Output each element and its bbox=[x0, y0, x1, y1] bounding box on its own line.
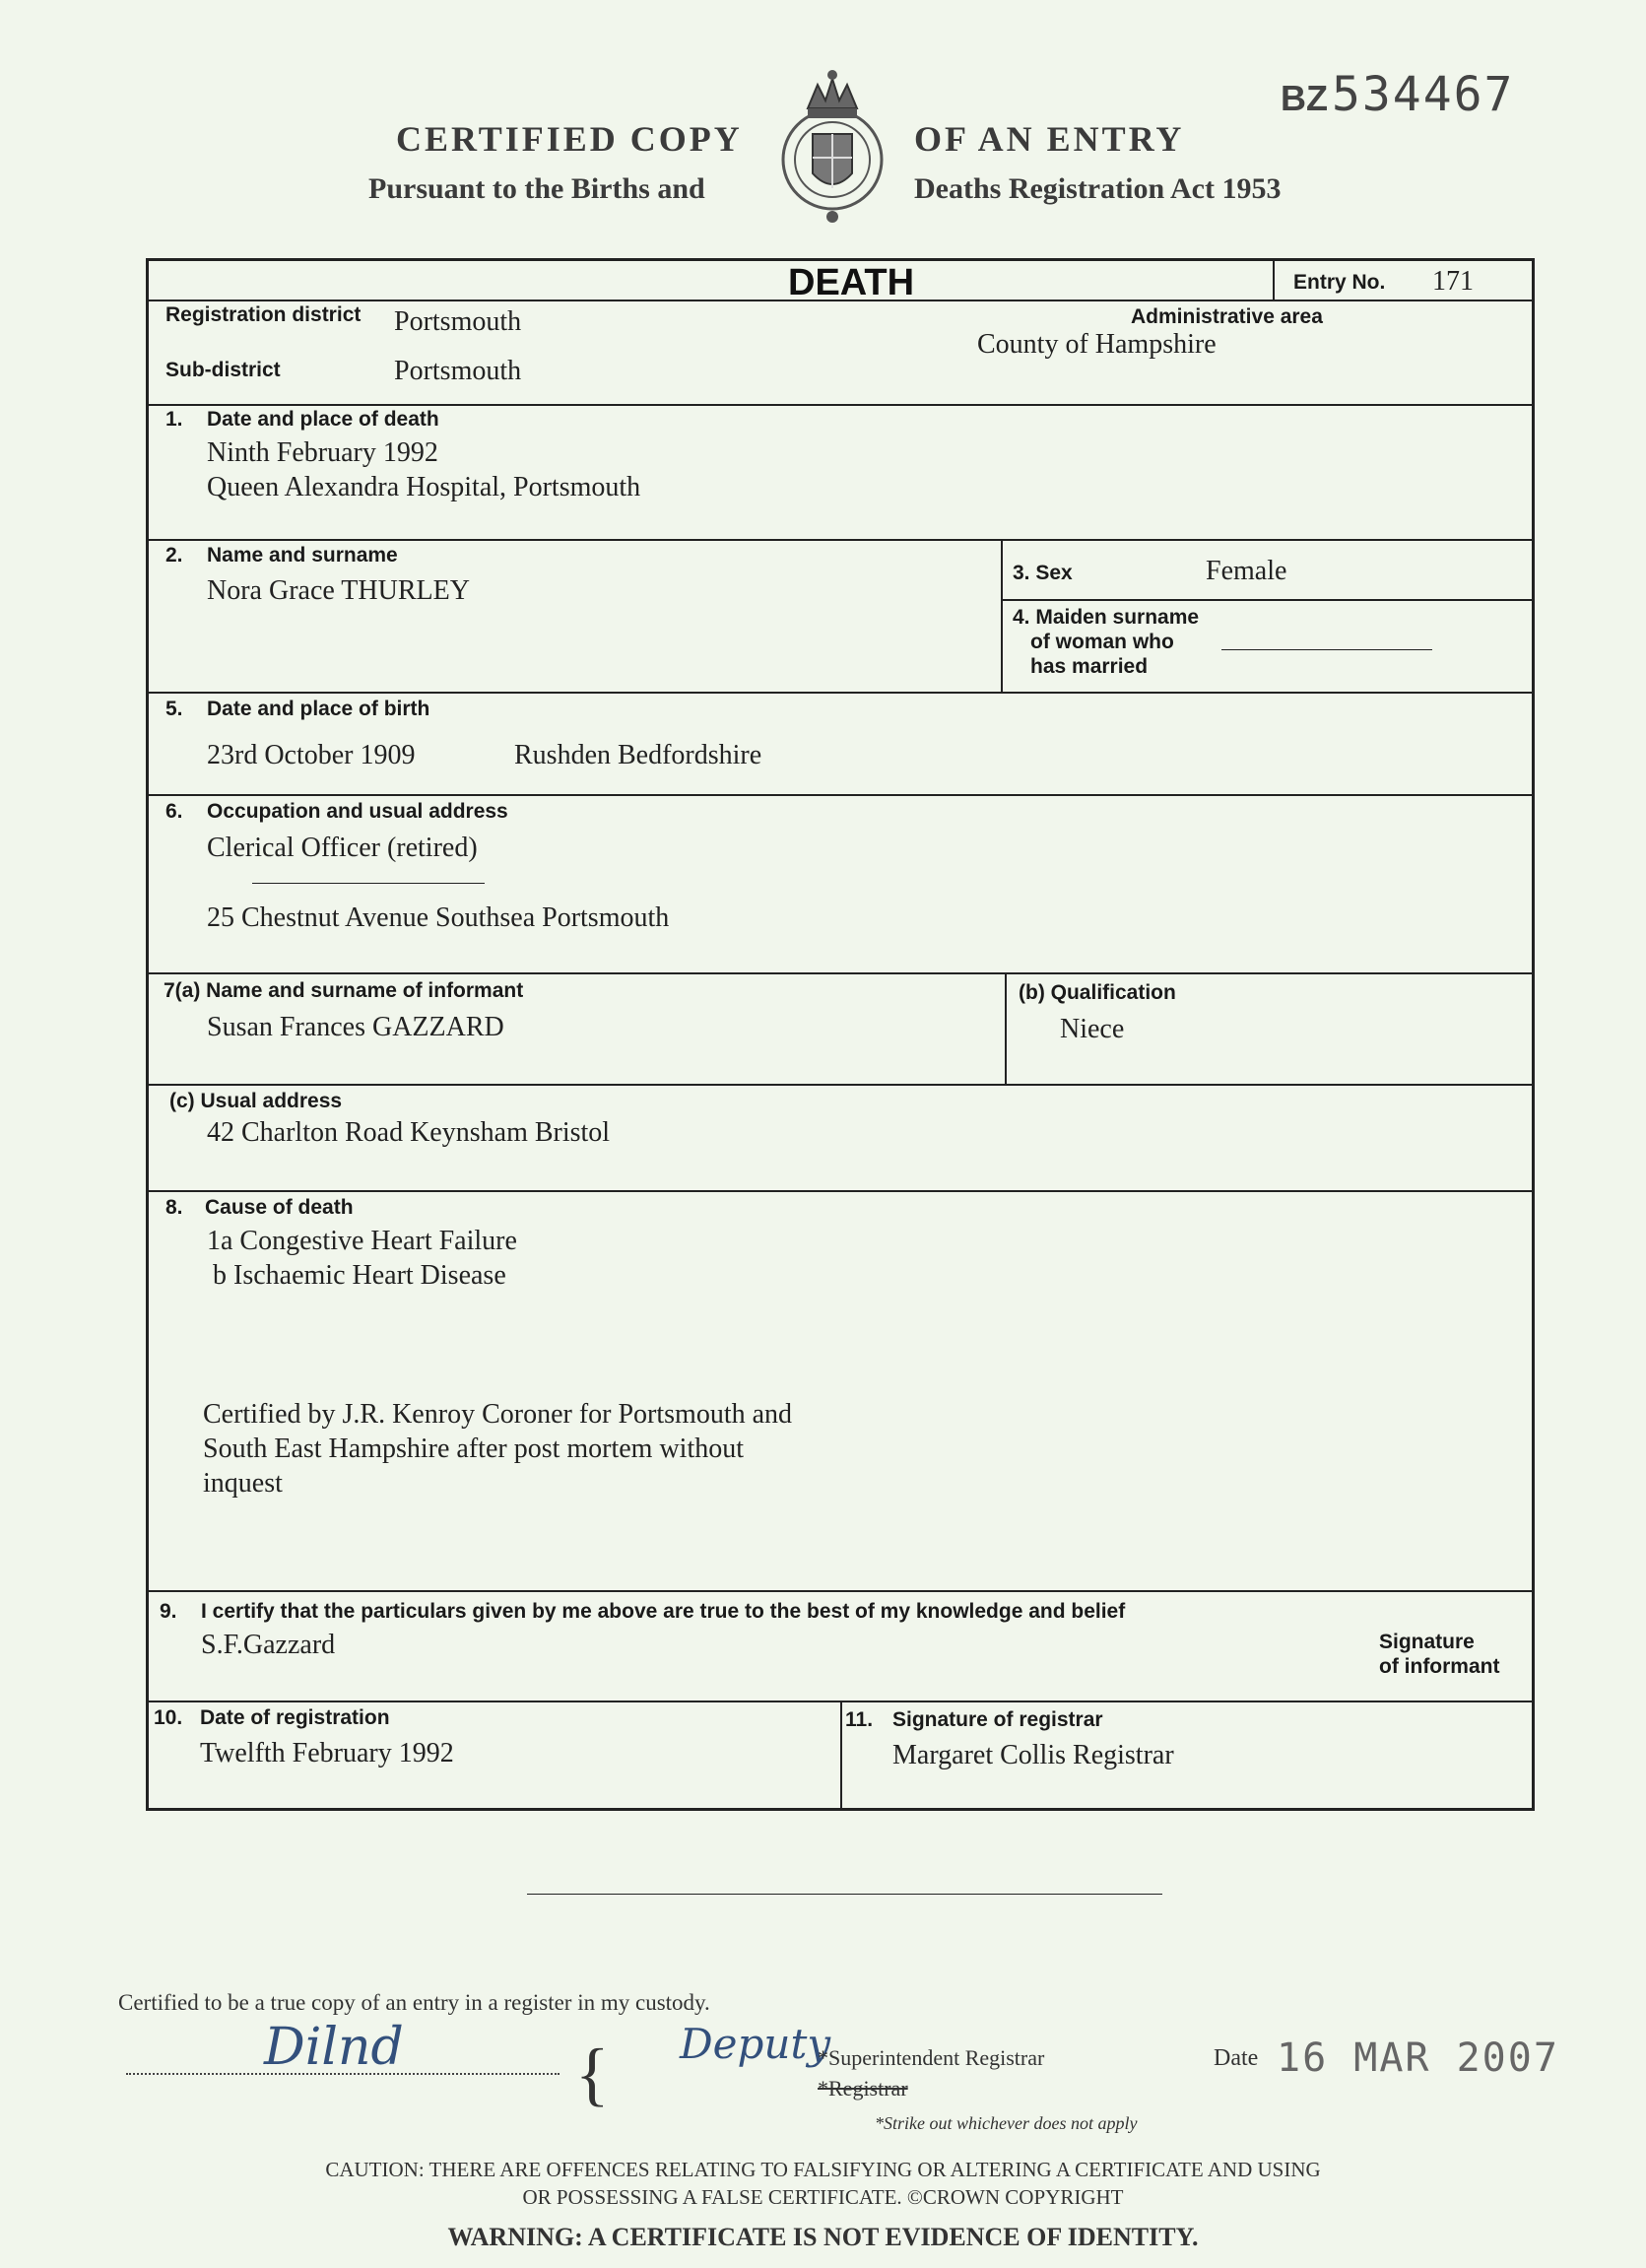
date-of-registration: Twelfth February 1992 bbox=[200, 1738, 454, 1768]
entry-no-label: Entry No. bbox=[1293, 271, 1386, 294]
administrative-area-value: County of Hampshire bbox=[977, 329, 1217, 360]
cause-of-death-1b: b Ischaemic Heart Disease bbox=[213, 1260, 506, 1291]
signature-of-informant-label-2: of informant bbox=[1379, 1655, 1500, 1678]
field-7b-label: (b) Qualification bbox=[1019, 981, 1176, 1004]
field-8-number: 8. bbox=[165, 1196, 183, 1219]
date-label: Date bbox=[1214, 2045, 1259, 2071]
field-6-label: Occupation and usual address bbox=[207, 800, 508, 823]
subtitle-right: Deaths Registration Act 1953 bbox=[914, 172, 1282, 205]
informant-signature: S.F.Gazzard bbox=[201, 1630, 336, 1660]
sex-value: Female bbox=[1206, 556, 1287, 586]
field-11-number: 11. bbox=[845, 1708, 874, 1731]
field-9-number: 9. bbox=[160, 1600, 177, 1623]
field-4-label-line2: of woman who bbox=[1030, 631, 1174, 653]
place-of-birth: Rushden Bedfordshire bbox=[514, 740, 762, 770]
field-11-label: Signature of registrar bbox=[892, 1708, 1103, 1731]
subtitle-left: Pursuant to the Births and bbox=[368, 172, 705, 205]
field-7c-label: (c) Usual address bbox=[169, 1090, 343, 1112]
registrar-signature: Margaret Collis Registrar bbox=[892, 1740, 1174, 1770]
caution-line-2: OR POSSESSING A FALSE CERTIFICATE. ©CROWN COPYRIGHT bbox=[522, 2185, 1124, 2209]
field-6-number: 6. bbox=[165, 800, 183, 823]
place-of-death: Queen Alexandra Hospital, Portsmouth bbox=[207, 472, 641, 502]
signature-of-informant-label-1: Signature bbox=[1379, 1631, 1475, 1653]
certification-line-2: South East Hampshire after post mortem without bbox=[203, 1434, 745, 1464]
form-title: DEATH bbox=[788, 262, 915, 303]
informant-address: 42 Charlton Road Keynsham Bristol bbox=[207, 1117, 611, 1148]
deputy-scrawl: Deputy bbox=[680, 2020, 831, 2068]
date-of-birth: 23rd October 1909 bbox=[207, 740, 416, 770]
divider-line bbox=[527, 1894, 1162, 1895]
field-1-label: Date and place of death bbox=[207, 408, 439, 431]
caution-line-1: CAUTION: THERE ARE OFFENCES RELATING TO FALSIFYING OR ALTERING A CERTIFICATE AND USING bbox=[325, 2158, 1321, 2181]
sub-district-value: Portsmouth bbox=[394, 356, 522, 386]
certification-line-1: Certified by J.R. Kenroy Coroner for Portsmouth and bbox=[203, 1399, 793, 1430]
brace-glyph: { bbox=[575, 2035, 610, 2113]
title-right: OF AN ENTRY bbox=[914, 119, 1185, 159]
entry-no-value: 171 bbox=[1432, 266, 1474, 297]
issue-date-stamp: 16 MAR 2007 bbox=[1277, 2035, 1559, 2081]
field-7a-label: 7(a) Name and surname of informant bbox=[164, 979, 524, 1002]
date-of-death: Ninth February 1992 bbox=[207, 437, 438, 468]
sub-district-label: Sub-district bbox=[165, 359, 281, 381]
warning-line: WARNING: A CERTIFICATE IS NOT EVIDENCE OF IDENTITY. bbox=[447, 2223, 1199, 2251]
strike-note: *Strike out whichever does not apply bbox=[875, 2113, 1138, 2133]
field-9-label: I certify that the particulars given by me above are true to the best of my knowledge and belief bbox=[201, 1600, 1126, 1623]
certified-copy-text: Certified to be a true copy of an entry in a register in my custody. bbox=[118, 1990, 710, 2015]
field-3-label: 3. Sex bbox=[1013, 562, 1073, 584]
registrar-text: *Registrar bbox=[818, 2076, 908, 2101]
field-5-number: 5. bbox=[165, 698, 183, 720]
registration-district-label: Registration district bbox=[165, 303, 362, 326]
royal-coat-of-arms-icon bbox=[778, 65, 887, 231]
field-4-label-line3: has married bbox=[1030, 655, 1149, 678]
occupation: Clerical Officer (retired) bbox=[207, 833, 478, 863]
title-left: CERTIFIED COPY bbox=[396, 119, 743, 159]
registration-district-value: Portsmouth bbox=[394, 306, 522, 337]
usual-address: 25 Chestnut Avenue Southsea Portsmouth bbox=[207, 902, 670, 933]
maiden-surname-blank bbox=[1221, 649, 1432, 650]
cause-of-death-1a: 1a Congestive Heart Failure bbox=[207, 1226, 517, 1256]
signature-scrawl: Dilnd bbox=[264, 2018, 404, 2077]
serial-prefix: BZ bbox=[1281, 78, 1328, 118]
informant-qualification: Niece bbox=[1060, 1014, 1125, 1044]
serial-number bbox=[1281, 67, 1514, 122]
field-1-number: 1. bbox=[165, 408, 183, 431]
field-4-label-line1: 4. Maiden surname bbox=[1013, 606, 1200, 629]
field-2-label: Name and surname bbox=[207, 544, 398, 567]
field-10-number: 10. bbox=[154, 1706, 183, 1729]
superintendent-registrar-text: *Superintendent Registrar bbox=[818, 2045, 1045, 2070]
field-10-label: Date of registration bbox=[200, 1706, 390, 1729]
field-5-label: Date and place of birth bbox=[207, 698, 430, 720]
field-2-number: 2. bbox=[165, 544, 183, 567]
deceased-name: Nora Grace THURLEY bbox=[207, 575, 470, 606]
certification-line-3: inquest bbox=[203, 1468, 283, 1499]
administrative-area-label: Administrative area bbox=[1131, 305, 1323, 328]
informant-name: Susan Frances GAZZARD bbox=[207, 1012, 504, 1042]
serial-digits: 534467 bbox=[1332, 67, 1515, 122]
field-8-label: Cause of death bbox=[205, 1196, 354, 1219]
